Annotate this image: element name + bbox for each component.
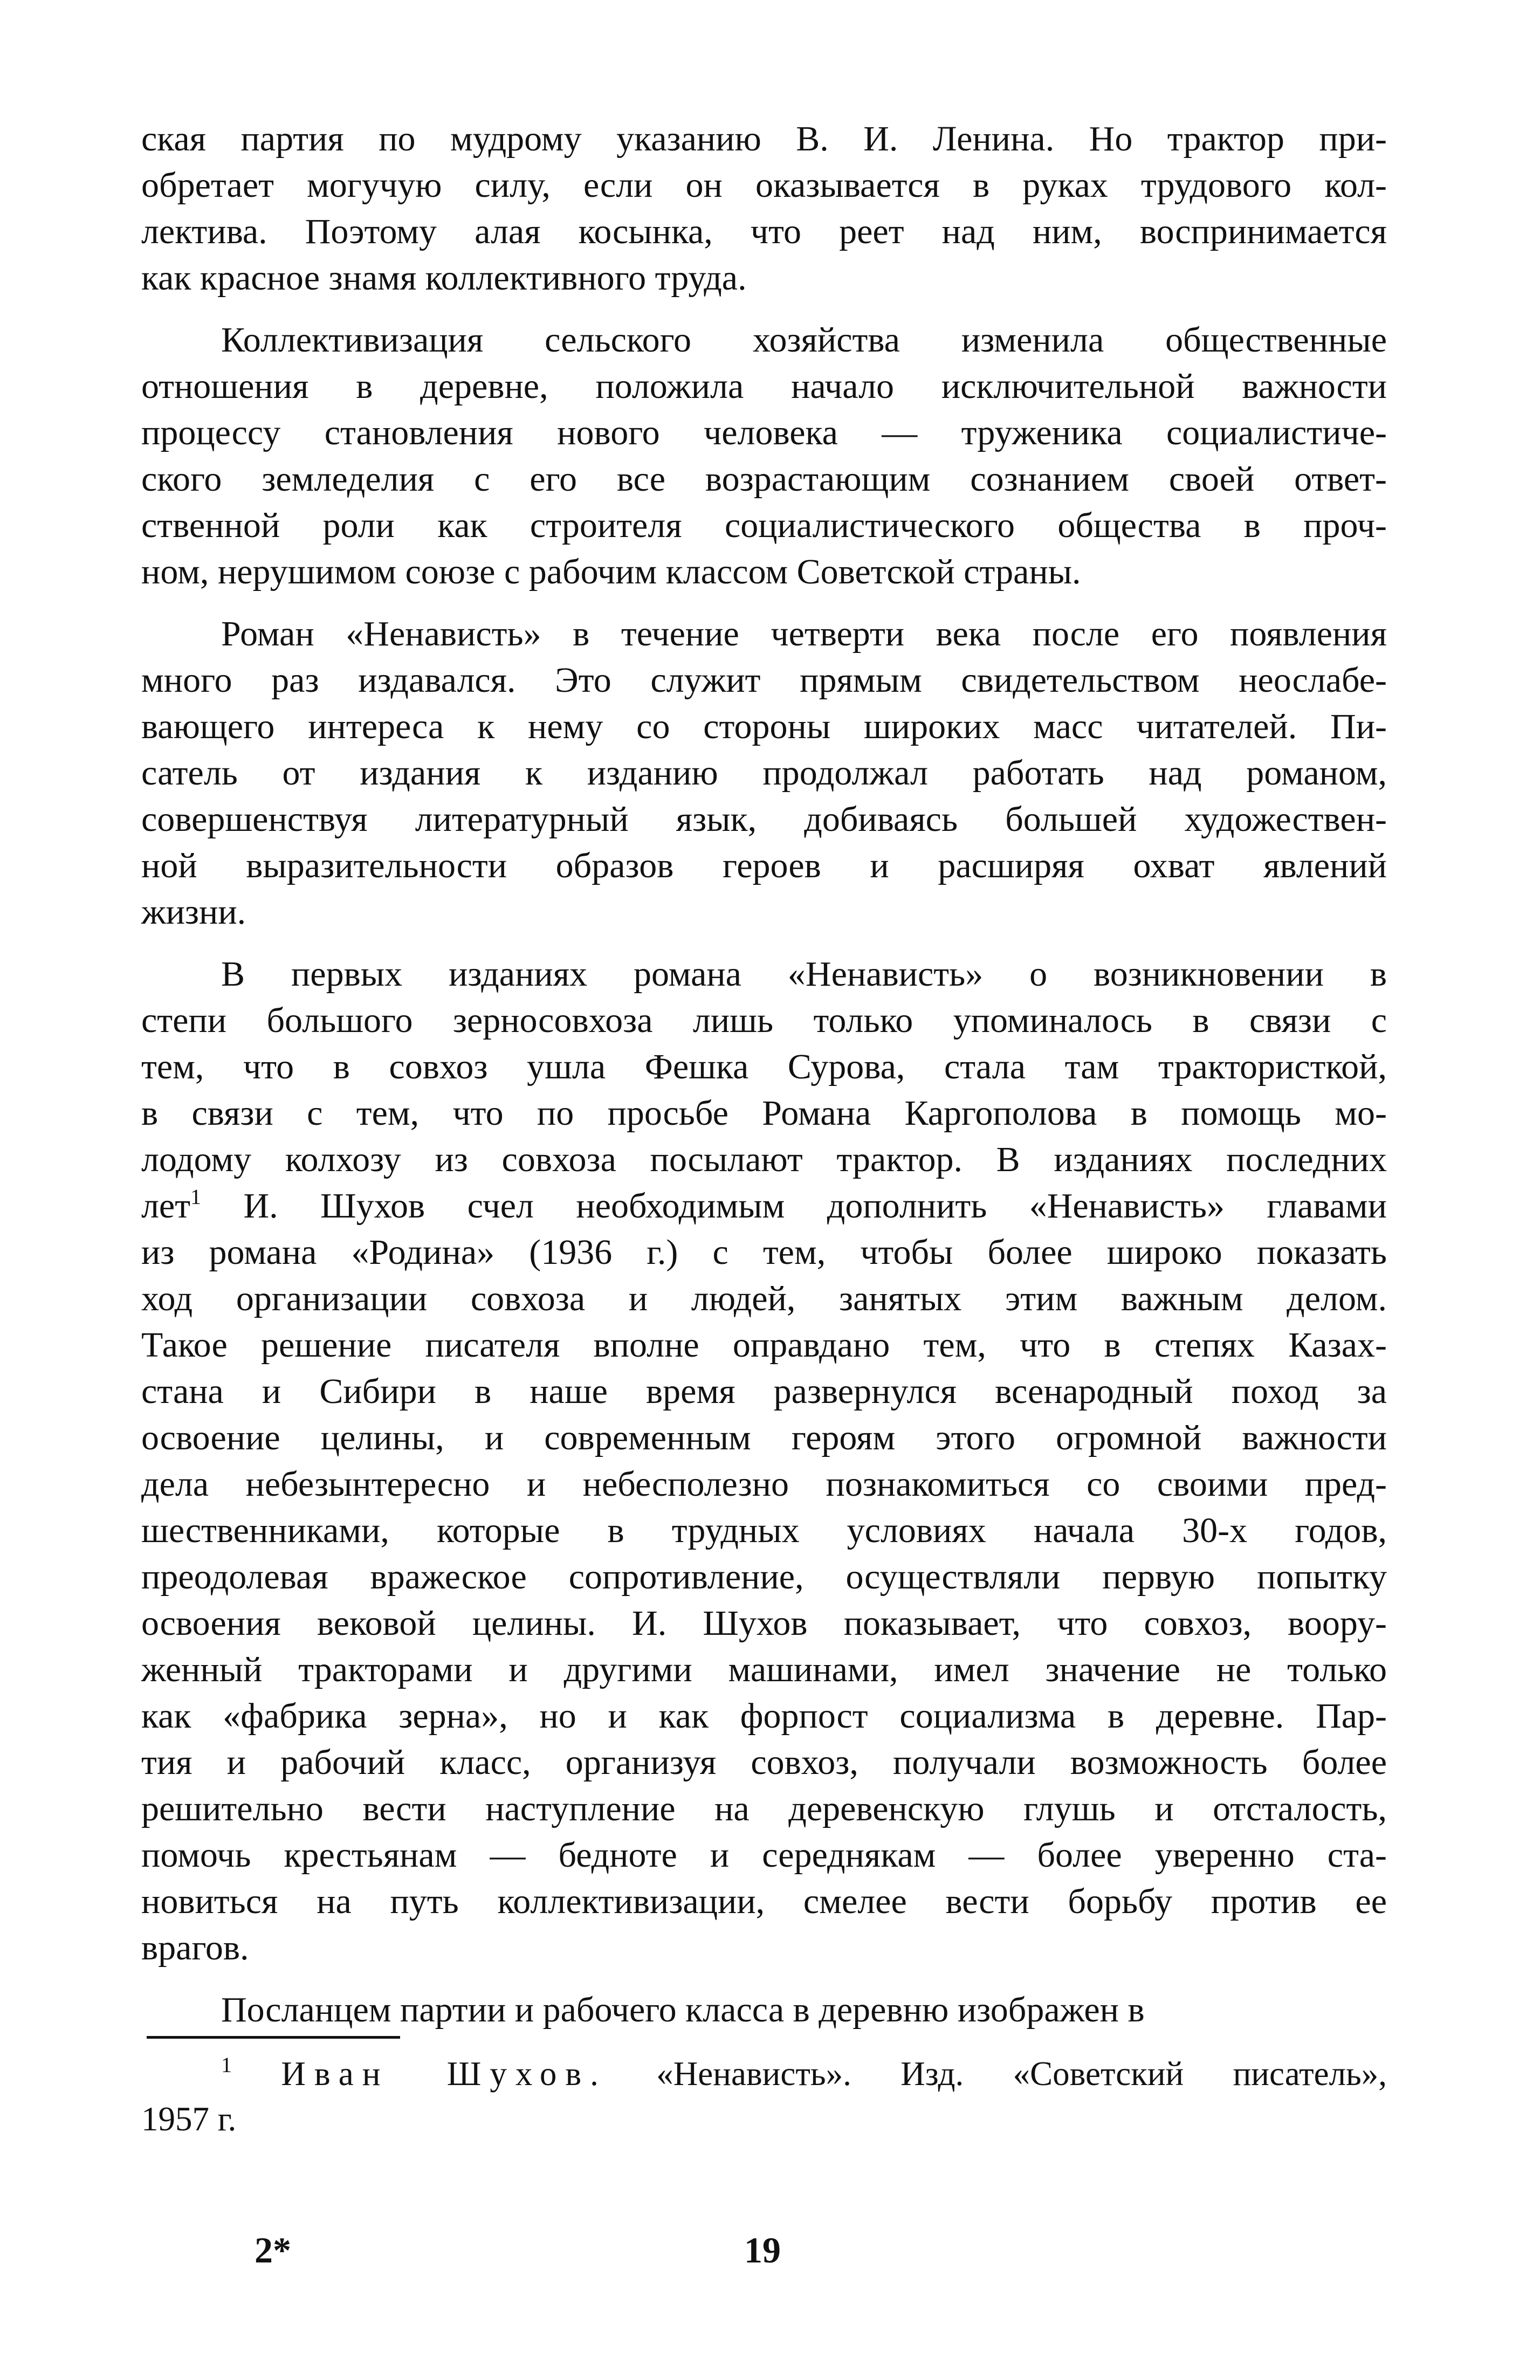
text-line: степи большого зерносовхоза лишь только упоминалось в связи с: [141, 1001, 1387, 1040]
text-line: обретает могучую силу, если он оказывается в руках трудового кол-: [141, 166, 1387, 205]
text-line: как «фабрика зерна», но и как форпост социализма в деревне. Пар-: [141, 1696, 1387, 1736]
footnote-author: Иван Шухов.: [281, 2055, 607, 2093]
text-line: совершенствуя литературный язык, добиваясь большей художествен-: [141, 800, 1387, 839]
text-line: в связи с тем, что по просьбе Романа Каргополова в помощь мо-: [141, 1093, 1387, 1133]
text-line: Коллективизация сельского хозяйства изменила общественные: [221, 320, 1387, 360]
text-line: как красное знамя коллективного труда.: [141, 258, 747, 298]
text-line: дела небезынтересно и небесполезно познакомиться со своими пред-: [141, 1464, 1387, 1504]
paragraph: [141, 611, 1387, 936]
text-line: отношения в деревне, положила начало исключительной важности: [141, 367, 1387, 406]
text-line: много раз издавался. Это служит прямым свидетельством неослабе-: [141, 661, 1387, 700]
text-line: сатель от издания к изданию продолжал работать над романом,: [141, 753, 1387, 793]
footnote-separator: [147, 2036, 400, 2039]
text-line: процессу становления нового человека — труженика социалистиче-: [141, 413, 1387, 452]
paragraph: [141, 116, 1387, 301]
text-line: женный тракторами и другими машинами, имел значение не только: [141, 1650, 1387, 1689]
text-line: лет$^1$ И. Шухов счел необходимым дополнить «Ненависть» главами: [141, 1185, 1387, 1226]
text-line: врагов.: [141, 1928, 249, 1968]
text-line: ход организации совхоза и людей, занятых этим важным делом.: [141, 1279, 1387, 1318]
text-line: Посланцем партии и рабочего класса в деревню изображен в: [221, 1990, 1145, 2030]
text-line: ном, нерушимом союзе с рабочим классом Советской страны.: [141, 552, 1081, 591]
footnote-line-1: [141, 2051, 1387, 2096]
text-line: ская партия по мудрому указанию В. И. Ленина. Но трактор при-: [141, 119, 1387, 159]
footnote-source: «Ненависть». Изд. «Советский писатель»,: [656, 2055, 1387, 2093]
text-line: лектива. Поэтому алая косынка, что реет над ним, воспринимается: [141, 212, 1387, 251]
text-line: помочь крестьянам — бедноте и середнякам — более уверенно ста-: [141, 1835, 1387, 1875]
paragraph: [141, 1987, 1387, 2033]
text-line: Такое решение писателя вполне оправдано тем, что в степях Казах-: [141, 1325, 1387, 1365]
footnote-line-2: 1957 г.: [141, 2100, 237, 2138]
page-number: 19: [744, 2230, 781, 2271]
text-line: тия и рабочий класс, организуя совхоз, получали возможность более: [141, 1743, 1387, 1782]
text-line: тем, что в совхоз ушла Фешка Сурова, стала там трактористкой,: [141, 1047, 1387, 1086]
paragraph: [141, 951, 1387, 1971]
text-line: преодолевая вражеское сопротивление, осуществляли первую попытку: [141, 1557, 1387, 1597]
text-line: ной выразительности образов героев и расширяя охват явлений: [141, 846, 1387, 885]
footnote: [141, 2051, 1387, 2142]
footnote-marker: 1: [221, 2053, 232, 2077]
text-line: освоения вековой целины. И. Шухов показывает, что совхоз, воору-: [141, 1604, 1387, 1643]
text-line: решительно вести наступление на деревенскую глушь и отсталость,: [141, 1789, 1387, 1828]
body-text: [141, 116, 1387, 2033]
text-line: шественниками, которые в трудных условиях начала 30-х годов,: [141, 1511, 1387, 1550]
footnote-ref-word: лет: [141, 1186, 191, 1226]
text-line: жизни.: [141, 892, 246, 932]
text-line: вающего интереса к нему со стороны широких масс читателей. Пи-: [141, 707, 1387, 746]
paragraph: [141, 317, 1387, 595]
footnote-ref-marker: 1: [190, 1185, 202, 1209]
text-line: лодому колхозу из совхоза посылают трактор. В изданиях последних: [141, 1140, 1387, 1179]
signature-mark: 2*: [255, 2230, 291, 2271]
text-line: из романа «Родина» (1936 г.) с тем, чтобы более широко показать: [141, 1233, 1387, 1272]
text-line: освоение целины, и современным героям этого огромной важности: [141, 1418, 1387, 1457]
text-line: новиться на путь коллективизации, смелее вести борьбу против ее: [141, 1882, 1387, 1921]
text-line: стана и Сибири в наше время развернулся всенародный поход за: [141, 1372, 1387, 1411]
text-line: Роман «Ненависть» в течение четверти века после его появления: [221, 614, 1387, 654]
text-line: ского земледелия с его все возрастающим сознанием своей ответ-: [141, 459, 1387, 499]
text-line: ственной роли как строителя социалистического общества в проч-: [141, 506, 1387, 545]
text-line: В первых изданиях романа «Ненависть» о возникновении в: [221, 954, 1387, 994]
